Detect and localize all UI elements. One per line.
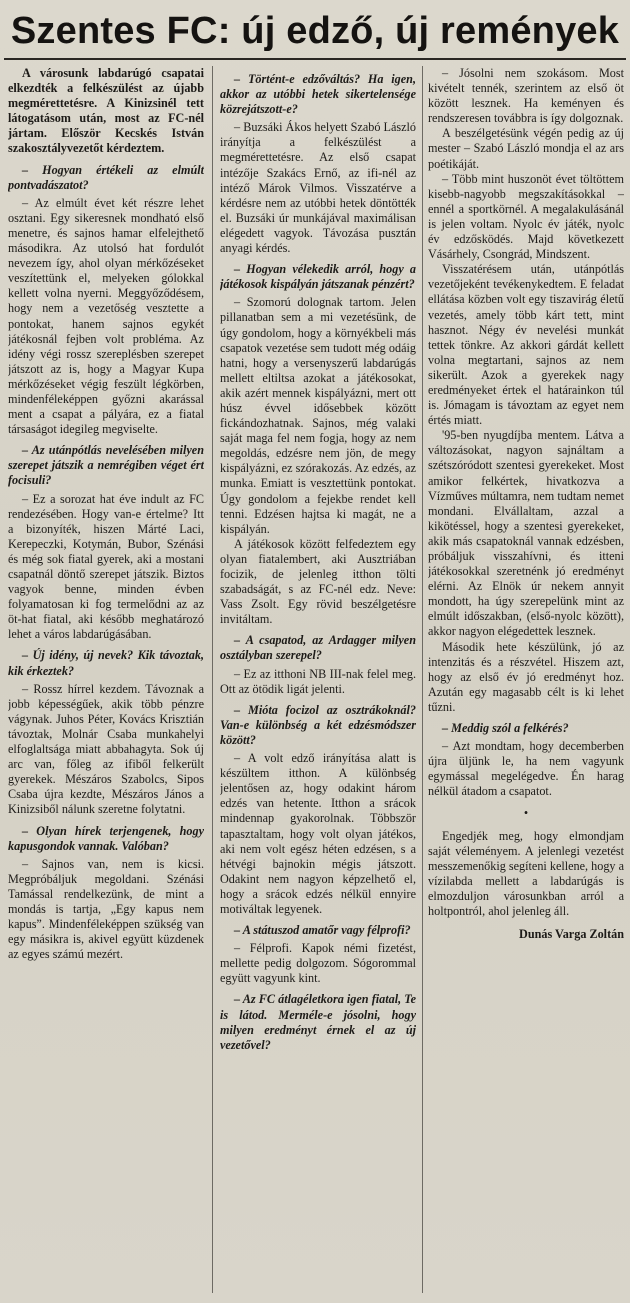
interview-question: – Hogyan értékeli az elmúlt pontvadászatot? [8, 163, 204, 193]
interview-question: – Olyan hírek terjengenek, hogy kapusgondok vannak. Valóban? [8, 824, 204, 854]
body-paragraph: '95-ben nyugdíjba mentem. Látva a változásokat, nagyon sajnáltam a szétszóródott szentesi gyerekeket. Most amikor felkértek, hivatkozva a Vízműves múltamra, nem tudtam nemet mondani. Elvállaltam, azzal a kikötéssel, hogy a szentesi gyerekeket, akik más csapatoknál vannak edzésben, próbáljuk visszahívni, és itteni játékosokkal szeretnénk jó eredményt elérni. Az Elnök úr nekem annyit mondott, ha úgy szerepelünk mint az elmúlt időszakban, (első-nyolc között), akkor nagyon elégedettek lesznek. [428, 428, 624, 639]
article-column-2 [220, 66, 416, 1293]
column-divider [422, 66, 423, 1293]
interview-question: – Hogyan vélekedik arról, hogy a játékosok kispályán játszanak pénzért? [220, 262, 416, 292]
interview-answer: – Szomorú dolognak tartom. Jelen pillanatban sem a mi vezetésünk, de úgy gondolom, hogy a környékbeli más csapatok vezetése sem tudott még odáig hatni, hogy a versenyszerű labdarúgás mellett eltiltsa azokat a játékosokat, akik azért mennek kispályázni, mert ott húsz évvel idősebbek között fickándozhatnak. Sajnos, még valaki saját maga fel nem fogja, hogy az nem megoldás, edzésre nem jön, de megy kispályázni, ez szórakozás. Az edzés, az munka. Emiatt is vesztettünk pontokat. Úgy gondolom a fejekbe rendet kell tenni. Edzésen hajtsa ki magát, ne a kispályán. [220, 295, 416, 537]
body-paragraph: Visszatérésem után, utánpótlás vezetőjeként tevékenykedtem. E feladat ellátása közben volt egy tiszavirág életű vezetés, amely több kárt tett, mint hasznot. Négy év nevelési munkát tettek tönkre. Az akkori gárdát kellett volna megtartani, sajnos az nem sikerült. Azok a gyerekek nagy eredményeket értek el határainkon túl is. Jómagam is távoztam az egyet nem értés miatt. [428, 262, 624, 428]
headline-rule [4, 58, 626, 60]
interview-question: – A csapatod, az Ardagger milyen osztályban szerepel? [220, 633, 416, 663]
article-column-3 [428, 66, 624, 1293]
interview-answer: – Sajnos van, nem is kicsi. Megpróbáljuk megoldani. Szénási Tamással rendelkezünk, de mint a mondás is tartja, „Egy kapus nem kapus”. Mindenféleképpen szükség van egy másikra is, akivel együtt küzdenek az egyes számú mezért. [8, 857, 204, 963]
interview-answer: – Jósolni nem szokásom. Most kivételt tennék, szerintem az első öt között lesznek. Ha keményen és rendszeresen továbbra is így dolgoznak. [428, 66, 624, 126]
interview-question: – A státuszod amatőr vagy félprofi? [220, 923, 416, 938]
author-signature: Dunás Varga Zoltán [519, 927, 624, 942]
interview-question: – Történt-e edzőváltás? Ha igen, akkor az utóbbi hetek sikertelensége közrejátszott-e? [220, 72, 416, 117]
interview-answer: – Ez az itthoni NB III-nak felel meg. Ott az ötödik ligát jelenti. [220, 667, 416, 697]
interview-answer: – Ez a sorozat hat éve indult az FC rendezésében. Hogy van-e értelme? Itt a bizonyíték, hiszen Márté Laci, Kerepeczki, Kotymán, Bubor, Szénási és még sok fiatal gyerek, aki a mostani csapatnál döntő szerepet játszik. Biztos vagyok benne, minden évben folyamatosan ki fog termelődni az az öt-hat fiatal, aki később meghatározó lehet a város labdarúgásában. [8, 492, 204, 643]
interview-answer: – Több mint huszonöt évet töltöttem kisebb-nagyobb megszakításokkal – ennél a sportkörnél. A megalakulásánál is jelen voltam. Nyolc év játék, nyolc év edzősködés. Majd következett Vásárhely, Csongrád, Mindszent. [428, 172, 624, 263]
interview-answer: – Buzsáki Ákos helyett Szabó László irányítja a felkészülést a megmérettetésre. Az első csapat intézője Szakács Ernő, az ifi-nél az intéző Márok Vilmos. Visszatérve a kérdésre nem az utóbbi hetek döntötték el. Buzsáki úr munkájával maximálisan elégedett vagyok. Távozása pusztán anyagi kérdés. [220, 120, 416, 256]
body-paragraph: Engedjék meg, hogy elmondjam saját véleményem. A jelenlegi vezetést messzemenőkig segíteni kellene, hogy a vízilabda mellett a labdarúgás is elmozduljon városunkban arról a holtpontról, ahol jelenleg áll. [428, 828, 624, 919]
interview-question: – Az FC átlagéletkora igen fiatal, Te is látod. Merméle-e jósolni, hogy milyen eredményt érnek el az új vezetővel? [220, 992, 416, 1052]
interview-question: – Új idény, új nevek? Kik távoztak, kik érkeztek? [8, 648, 204, 678]
interview-answer: – A volt edző irányítása alatt is készültem itthon. A különbség jelentősen az, hogy odakint három edzés van hetente. Itthon a srácok mindennap gyakorolnak. Többször tapasztaltam, hogy volt olyan játékos, aki nem volt egész héten edzésen, s a hétvégi bajnokin mégis játszott. Odakint nem nagyon képzelhető el, hogy a srácok edzés nélkül ennyire motiváltak legyenek. [220, 751, 416, 917]
body-paragraph: A játékosok között felfedeztem egy olyan fiatalembert, aki Ausztriában focizik, de jelenleg itthon tölti szabadságát, s az FC-nél edz. Neve: Vass Zsolt. Egy rövid beszélgetésre invitáltam. [220, 536, 416, 627]
interview-answer: – Rossz hírrel kezdem. Távoznak a jobb képességűek, akik több pénzre vágynak. Juhos Péter, Kovács Krisztián távoztak, Molnár Csaba munkahelyi elfoglaltsága miatt abbahagyta. Sok új arc van, főleg az ifiből felkerült gyerekek. Mészáros Szabolcs, Sipos Csaba újra kezdte, Mészáros János a Kinizsiből nálunk szeretne folytatni. [8, 682, 204, 818]
interview-question: – Mióta focizol az osztrákoknál? Van-e különbség a két edzésmódszer között? [220, 703, 416, 748]
intro-paragraph: A városunk labdarúgó csapatai elkezdték a felkészülést az újabb megmérettetésre. A Kinizsinél tett látogatásom után, most az FC-nél jártam. Először Kecskés István szakosztályvezetőt kérdeztem. [8, 66, 204, 156]
interview-answer: – Az elmúlt évet két részre lehet osztani. Egy sikeresnek mondható első menetre, és sajnos hamar elfelejthető másodikra. Az utolsó hat fordulót nevezem így, ahol olyan mérkőzéseket veszítettünk el, melyeken gólokkal kellett volna nyerni. Meggyőződésem, hogy nem a vezetőség vesztette a pontokat, hanem sajnos egykét játékosnál fejben volt probléma. Az idény végi rossz szereplésben szerepet játszott az is, hogy a Magyar Kupa mérkőzéseket végig feszült légkörben, mindenféleképpen győzni akarással ment a csapat a pályára, ez a fiatal társaságot idegileg megviselte. [8, 196, 204, 438]
section-separator: • [523, 805, 529, 820]
interview-question: – Meddig szól a felkérés? [428, 721, 624, 736]
article-column-1 [8, 66, 204, 1293]
body-paragraph: A beszélgetésünk végén pedig az új mester – Szabó László mondja el az ars poétikáját. [428, 126, 624, 171]
interview-question: – Az utánpótlás nevelésében milyen szerepet játszik a nemrégiben véget ért focisuli? [8, 443, 204, 488]
body-paragraph: Második hete készülünk, jó az intenzitás és a részvétel. Hiszem azt, hogy az első év jó eredményt hoz. Azután egy magasabb célt is ki lehet tűzni. [428, 639, 624, 714]
column-divider [212, 66, 213, 1293]
article-headline: Szentes FC: új edző, új remények [10, 10, 620, 52]
interview-answer: – Azt mondtam, hogy decemberben újra üljünk le, ha nem vagyunk egymással megelégedve. Én harag nélkül átadom a csapatot. [428, 739, 624, 799]
interview-answer: – Félprofi. Kapok némi fizetést, mellette pedig dolgozom. Sógorommal együtt vagyunk kint. [220, 941, 416, 986]
